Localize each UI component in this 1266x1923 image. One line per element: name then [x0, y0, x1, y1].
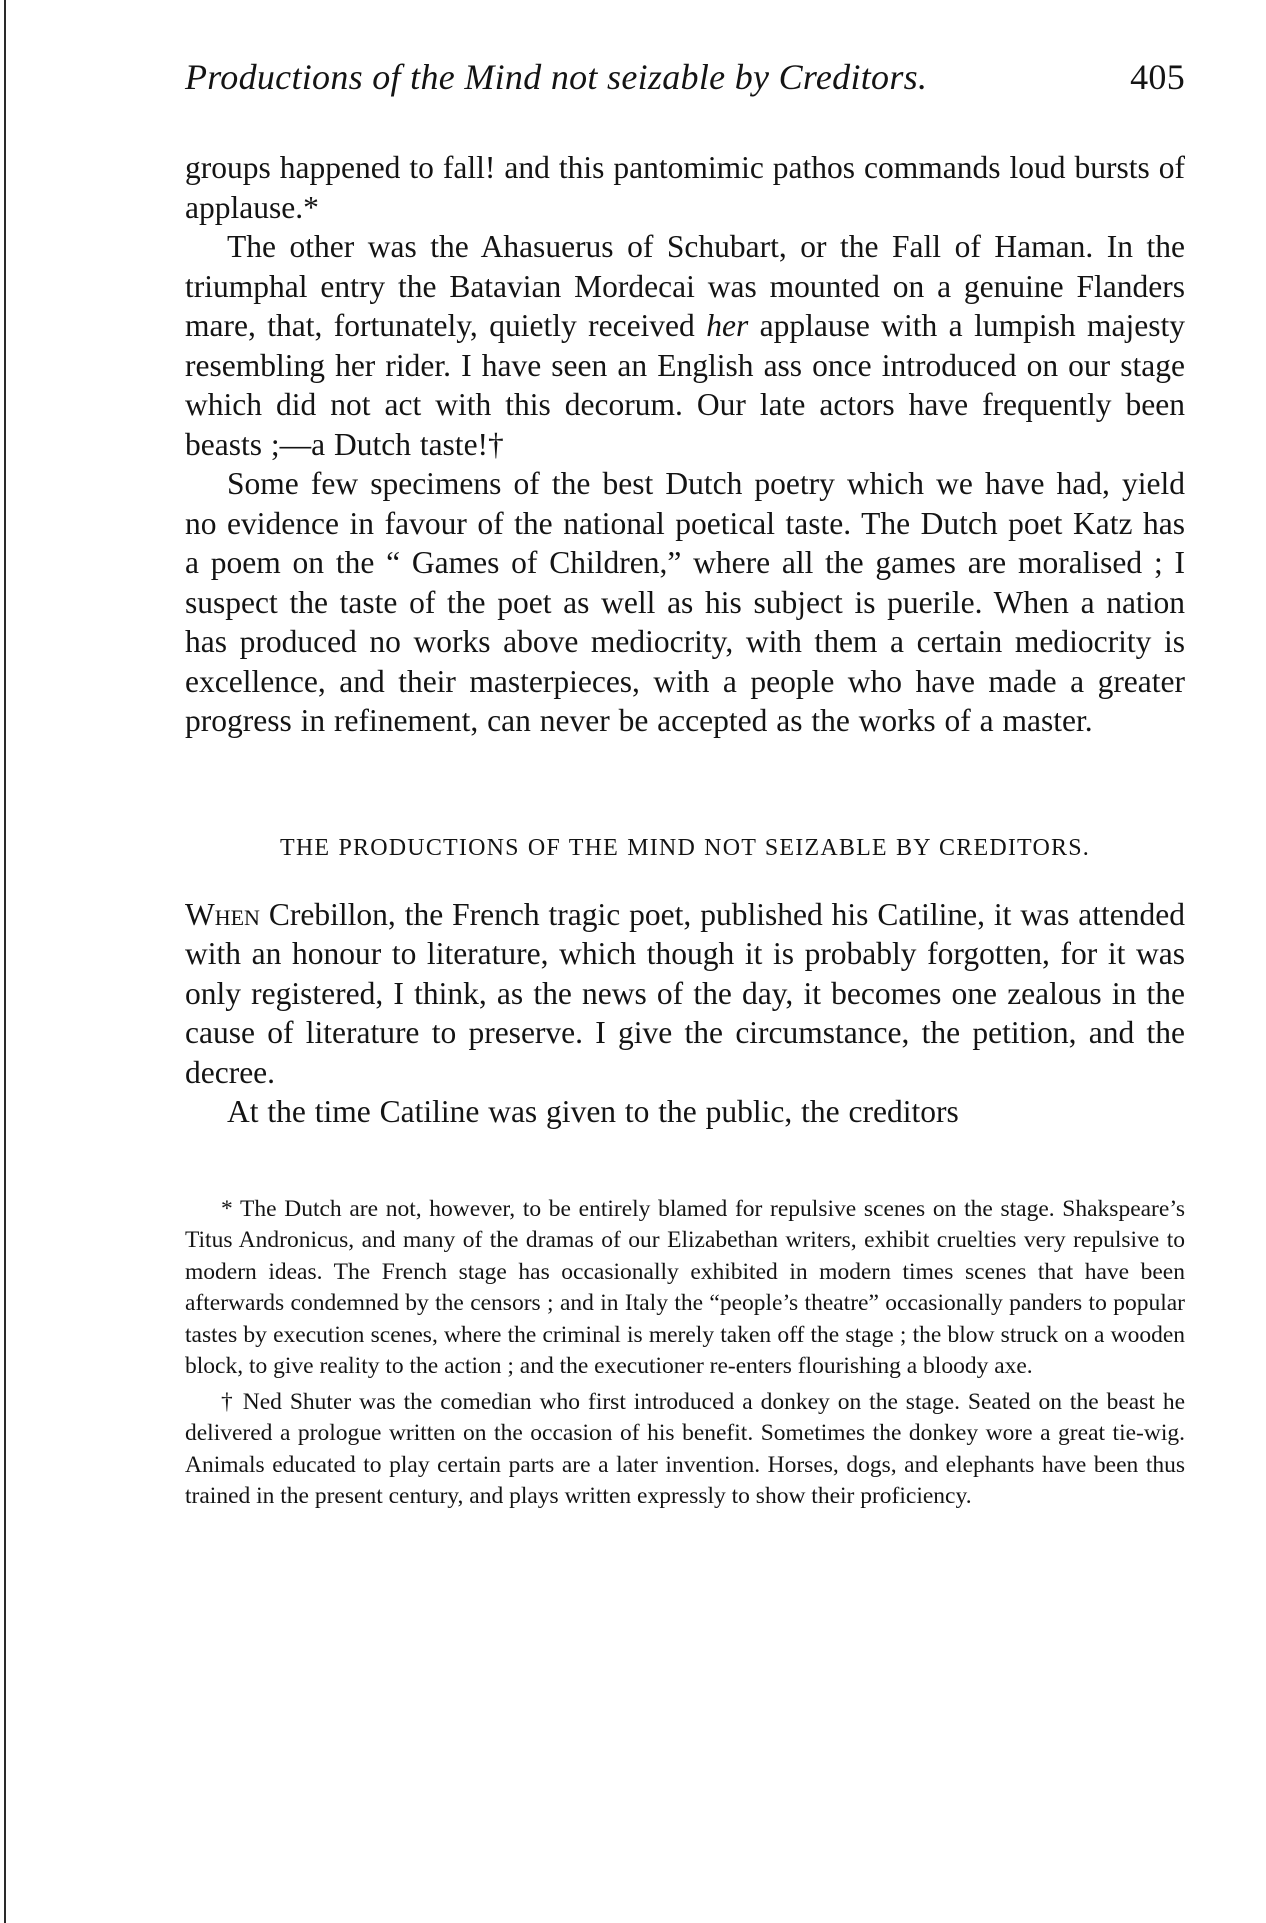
footnote-dagger: † Ned Shuter was the comedian who first introduced a donkey on the stage. Seated on the beast he delivered a prologue written on the occasion of his benefit. Sometimes the donkey wore a great tie-wig. Animals educated to play certain parts are a later invention. Horses, dogs, and elephants have been thus trained in the present century, and plays written expressly to show their proficiency.: [185, 1388, 1185, 1509]
page-edge-rule: [4, 0, 6, 1923]
section-paragraph-crebillon: [185, 895, 1185, 1093]
section-lead-word: When: [185, 896, 260, 932]
section-title: THE PRODUCTIONS OF THE MIND NOT SEIZABLE BY CREDITORS.: [280, 834, 1090, 861]
section-body: [185, 895, 1185, 1132]
footnotes: [185, 1194, 1185, 1513]
section-paragraph-catiline: At the time Catiline was given to the public, the creditors: [227, 1094, 959, 1129]
paragraph-ahasuerus-text-b: applause with a lumpish majesty resembling her rider. I have seen an English ass once introduced on our stage which did not act with this decorum. Our late actors have frequently been beasts ;—a Dutch taste!†: [185, 308, 1185, 462]
italic-word: her: [706, 308, 749, 343]
paragraph-ahasuerus-text-a: The other was the Ahasuerus of Schubart, or the Fall of Haman. In the triumphal entry the Batavian Mordecai was mounted on a genuine Flanders mare, that, fortunately, quietly received: [185, 229, 1185, 343]
running-header: [185, 56, 1185, 116]
main-text: [185, 148, 1185, 1132]
continued-paragraph: groups happened to fall! and this pantomimic pathos commands loud bursts of applause.*: [185, 150, 1185, 225]
paragraph-dutch-poetry: Some few specimens of the best Dutch poetry which we have had, yield no evidence in favour of the national poetical taste. The Dutch poet Katz has a poem on the “ Games of Children,” where all the games are moralised ; I suspect the taste of the poet as well as his subject is puerile. When a nation has produced no works above mediocrity, with them a certain mediocrity is excellence, and their masterpieces, with a people who have made a greater progress in refinement, can never be accepted as the works of a master.: [185, 466, 1185, 738]
running-title: Productions of the Mind not seizable by Creditors.: [185, 57, 928, 97]
section-paragraph-crebillon-text: Crebillon, the French tragic poet, published his Catiline, it was attended with an honour to literature, which though it is probably forgotten, for it was only registered, I think, as the news of the day, it becomes one zealous in the cause of literature to preserve. I give the circumstance, the petition, and the decree.: [185, 896, 1185, 1090]
paragraph-ahasuerus: [185, 227, 1185, 464]
book-page: [185, 56, 1185, 1513]
footnote-asterisk: * The Dutch are not, however, to be entirely blamed for repulsive scenes on the stage. Shakspeare’s Titus Andronicus, and many of the dramas of our Elizabethan writers, exhibit cruelties very repulsive to modern ideas. The French stage has occasionally exhibited in modern times scenes that have been afterwards condemned by the censors ; and in Italy the “people’s theatre” occasionally panders to popular tastes by execution scenes, where the criminal is merely taken off the stage ; the blow struck on a wooden block, to give reality to the action ; and the executioner re-enters flourishing a bloody axe.: [185, 1195, 1185, 1379]
page-number: 405: [1130, 57, 1185, 97]
